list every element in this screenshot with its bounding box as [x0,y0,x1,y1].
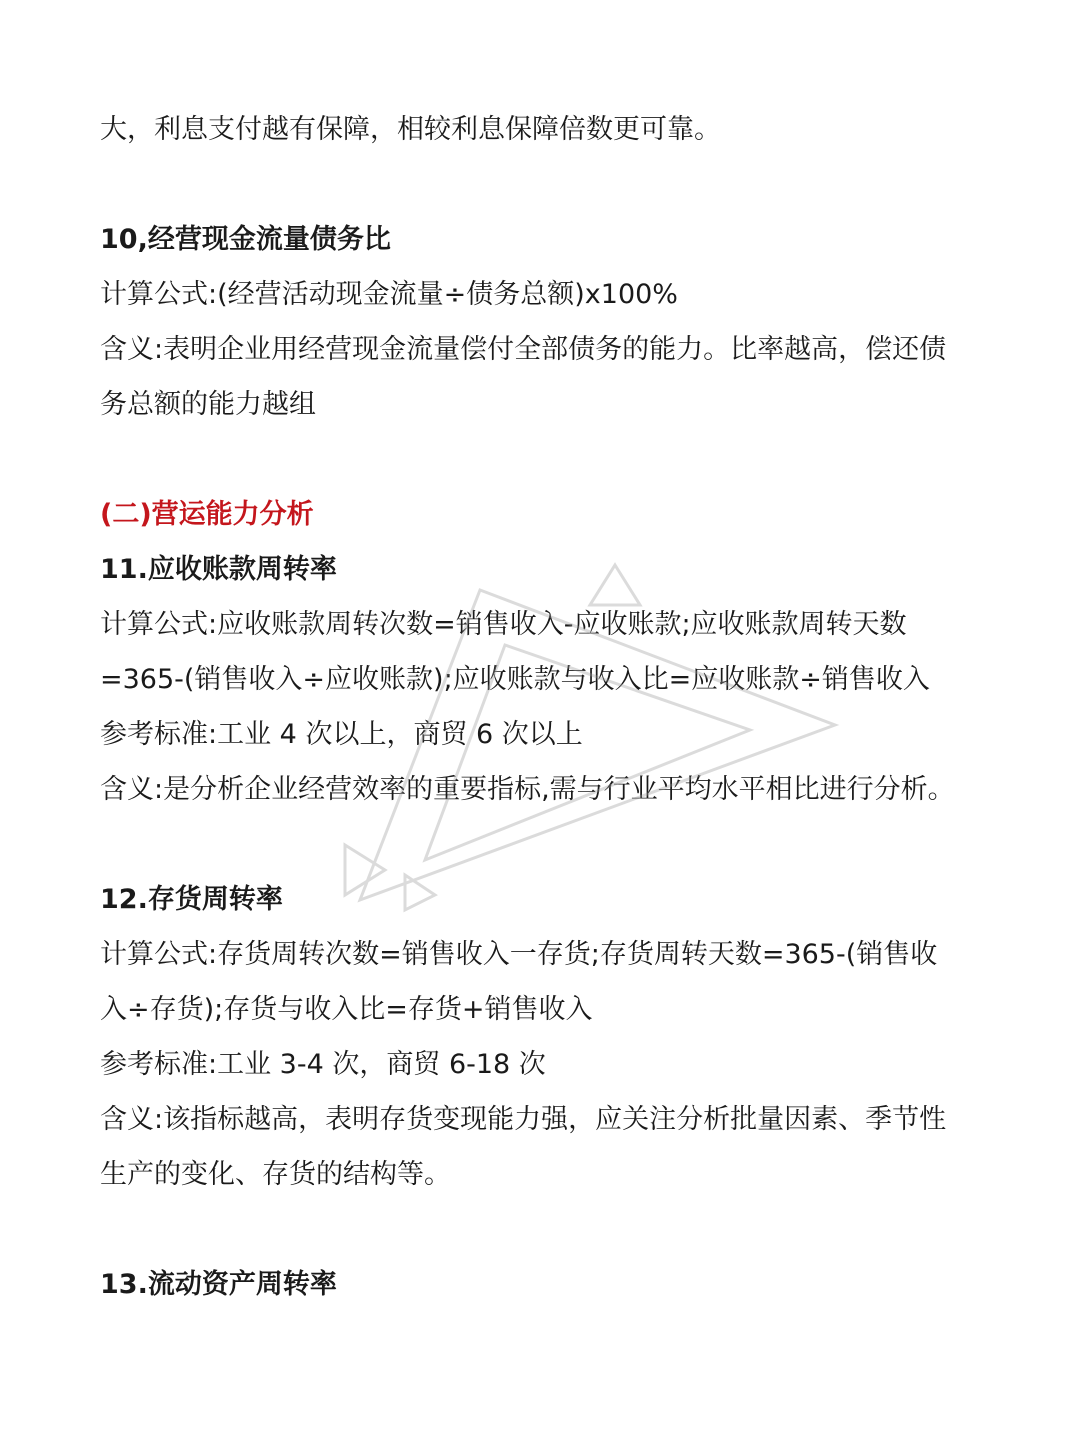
formula-line: 计算公式:应收账款周转次数=销售收入-应收账款;应收账款周转天数 [100,609,907,640]
watermark-small-triangle-top [590,565,640,605]
formula-line: 计算公式:(经营活动现金流量÷债务总额)x100% [100,279,678,310]
watermark-small-triangle-bottom [405,875,435,910]
watermark-small-triangle-left [345,845,385,895]
heading-current-assets-turnover: 13.流动资产周转率 [100,1269,337,1300]
meaning-line: 含义:表明企业用经营现金流量偿付全部债务的能力。比率越高，偿还债 [100,334,947,365]
formula-line-continued: =365-(销售收入÷应收账款);应收账款与收入比=应收账款÷销售收入 [100,664,930,695]
paragraph-line: 大，利息支付越有保障，相较利息保障倍数更可靠。 [100,114,721,145]
heading-operating-cashflow-debt-ratio: 10,经营现金流量债务比 [100,224,391,255]
meaning-line-continued: 生产的变化、存货的结构等。 [100,1159,451,1190]
heading-inventory-turnover: 12.存货周转率 [100,884,283,915]
meaning-line-continued: 务总额的能力越组 [100,389,316,420]
heading-receivables-turnover: 11.应收账款周转率 [100,554,337,585]
reference-standard-line: 参考标准:工业 3-4 次，商贸 6-18 次 [100,1049,546,1080]
formula-line-continued: 入÷存货);存货与收入比=存货+销售收入 [100,994,593,1025]
section-title-operating-capacity: (二)营运能力分析 [100,499,314,530]
meaning-line: 含义:是分析企业经营效率的重要指标,需与行业平均水平相比进行分析。 [100,774,955,805]
meaning-line: 含义:该指标越高，表明存货变现能力强，应关注分析批量因素、季节性 [100,1104,947,1135]
reference-standard-line: 参考标准:工业 4 次以上，商贸 6 次以上 [100,719,583,750]
formula-line: 计算公式:存货周转次数=销售收入一存货;存货周转天数=365-(销售收 [100,939,938,970]
